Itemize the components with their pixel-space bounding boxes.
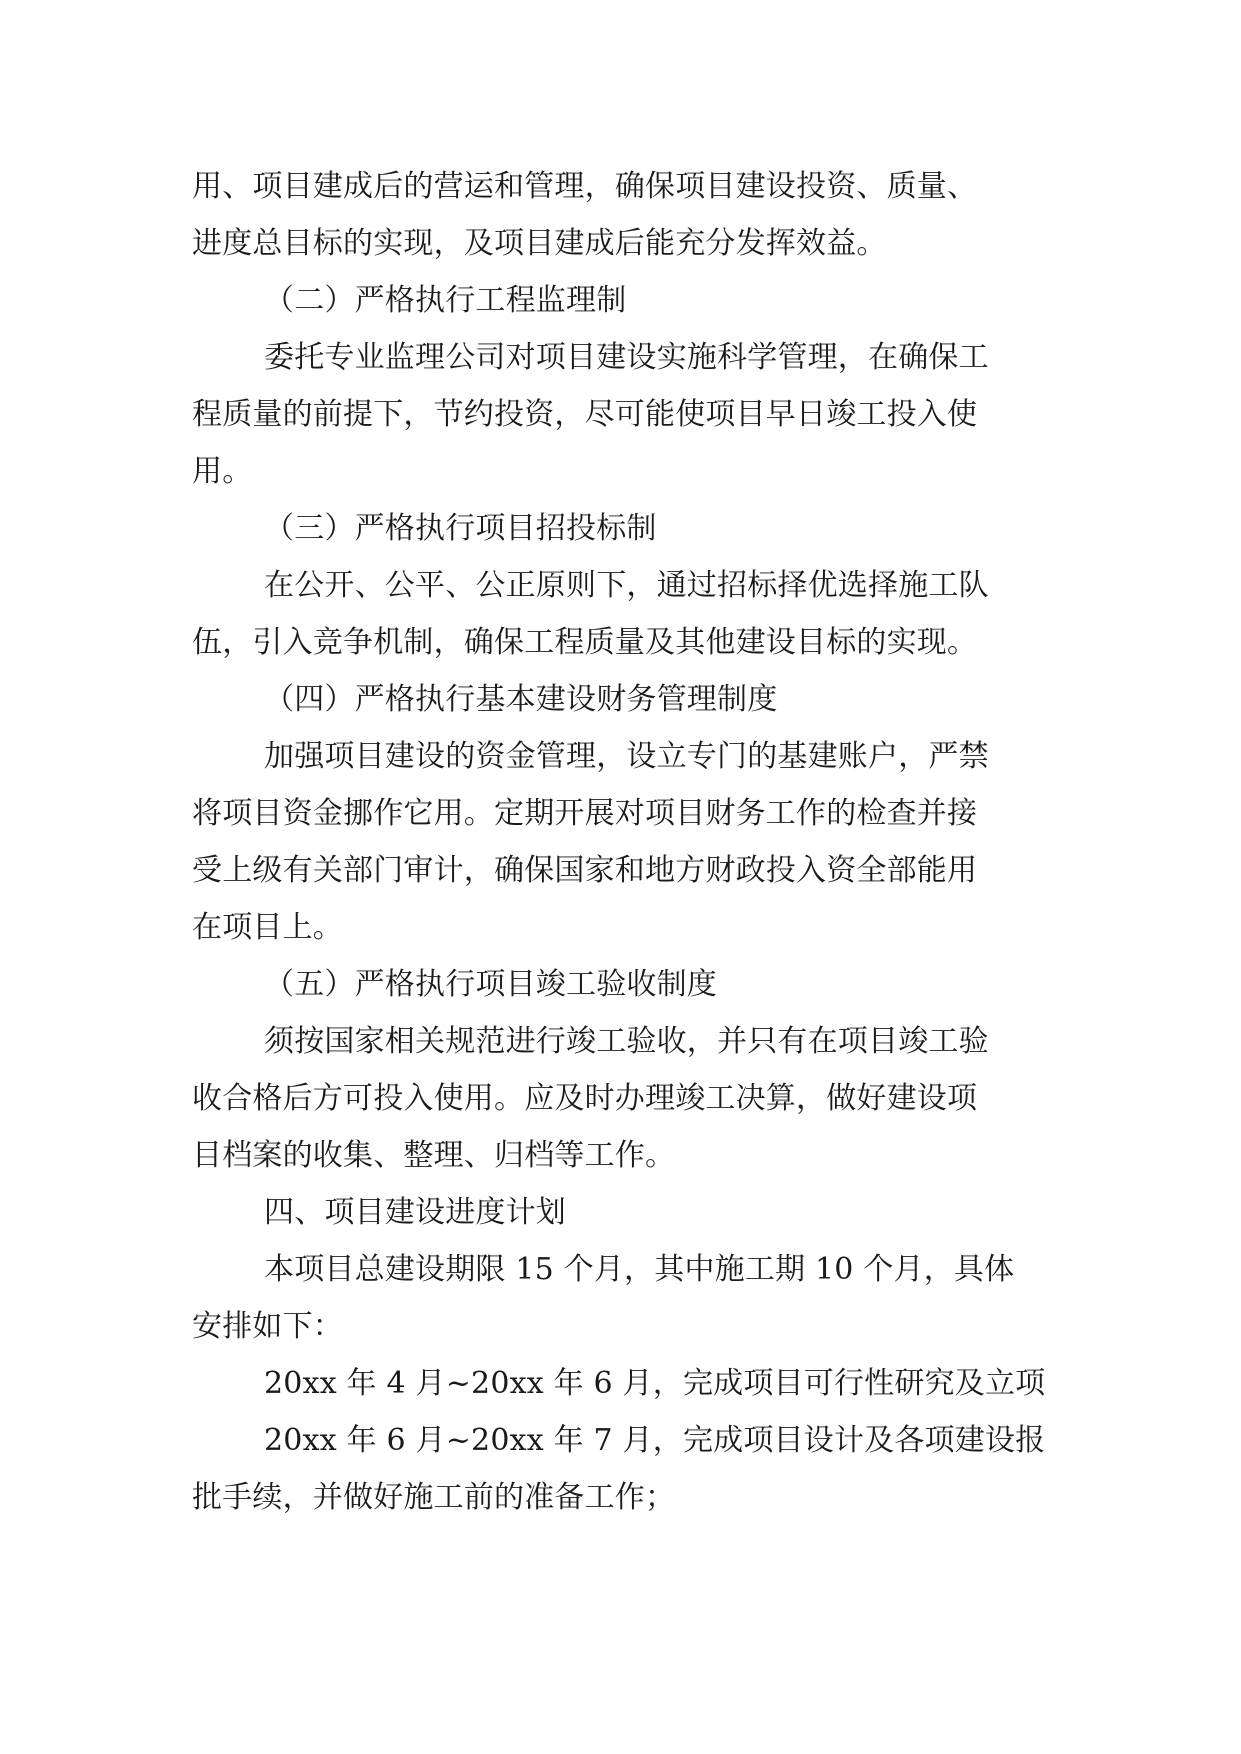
paragraph-line: 须按国家相关规范进行竣工验收，并只有在项目竣工验 [264,1024,989,1059]
paragraph-line: 伍，引入竞争机制，确保工程质量及其他建设目标的实现。 [192,625,978,660]
paragraph-line: 委托专业监理公司对项目建设实施科学管理，在确保工 [264,340,989,375]
paragraph-line: 收合格后方可投入使用。应及时办理竣工决算，做好建设项 [192,1081,978,1116]
paragraph-line: 批手续，并做好施工前的准备工作； [192,1480,676,1515]
section-heading: 四、项目建设进度计划 [264,1195,566,1230]
paragraph-line: 目档案的收集、整理、归档等工作。 [192,1138,676,1173]
paragraph-line: 安排如下： [192,1309,343,1344]
schedule-item: 20xx 年 4 月~20xx 年 6 月，完成项目可行性研究及立项 [264,1366,1046,1401]
paragraph-line: 加强项目建设的资金管理，设立专门的基建账户，严禁 [264,739,989,774]
paragraph-line: 在项目上。 [192,910,343,945]
section-heading: （四）严格执行基本建设财务管理制度 [264,682,778,717]
section-heading: （二）严格执行工程监理制 [264,283,627,318]
paragraph-line: 用、项目建成后的营运和管理，确保项目建设投资、质量、 [192,169,978,204]
paragraph-line: 程质量的前提下，节约投资，尽可能使项目早日竣工投入使 [192,397,978,432]
paragraph-line: 在公开、公平、公正原则下，通过招标择优选择施工队 [264,568,989,603]
paragraph-line: 将项目资金挪作它用。定期开展对项目财务工作的检查并接 [192,796,978,831]
document-body [192,158,1072,1526]
section-heading: （五）严格执行项目竣工验收制度 [264,967,717,1002]
section-heading: （三）严格执行项目招投标制 [264,511,657,546]
paragraph-line: 进度总目标的实现，及项目建成后能充分发挥效益。 [192,226,887,261]
paragraph-line: 受上级有关部门审计，确保国家和地方财政投入资全部能用 [192,853,978,888]
paragraph-line: 本项目总建设期限 15 个月，其中施工期 10 个月，具体 [264,1252,1015,1287]
schedule-item: 20xx 年 6 月~20xx 年 7 月，完成项目设计及各项建设报 [264,1423,1046,1458]
paragraph-line: 用。 [192,454,253,489]
